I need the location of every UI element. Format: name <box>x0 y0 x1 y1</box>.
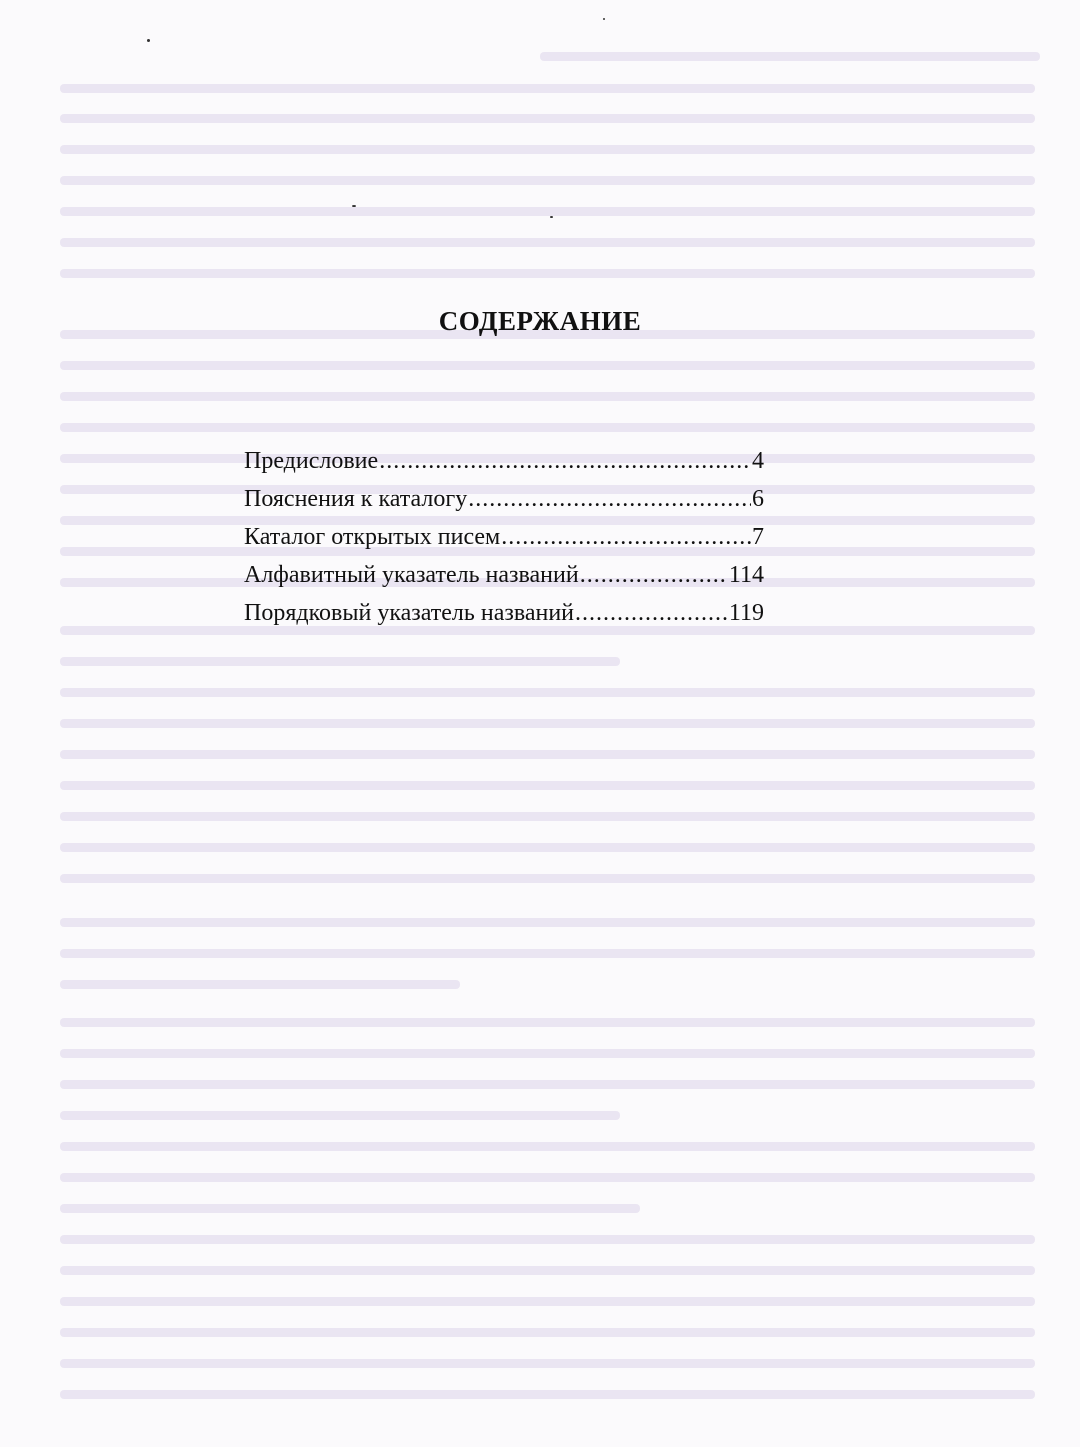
toc-entry-label: Алфавитный указатель названий <box>244 562 579 588</box>
page-title: СОДЕРЖАНИЕ <box>438 306 642 336</box>
toc-leader-dots <box>379 448 751 475</box>
toc-entry-label: Порядковый указатель названий <box>244 600 575 626</box>
toc-entry-preface <box>244 448 764 486</box>
toc-entry-page: 119 <box>728 600 764 626</box>
toc-leader-dots <box>468 486 751 513</box>
toc-leader-dots <box>575 600 728 627</box>
dust-speck <box>550 216 553 218</box>
toc-entry-label: Пояснения к каталогу <box>244 486 468 512</box>
toc-entry-catalog-notes <box>244 486 764 524</box>
dust-speck <box>147 39 150 42</box>
toc-entry-page: 6 <box>752 486 764 512</box>
table-of-contents <box>244 448 764 638</box>
toc-entry-page: 7 <box>752 524 764 550</box>
dust-speck <box>352 205 356 207</box>
toc-leader-dots <box>580 562 728 589</box>
toc-entry-label: Каталог открытых писем <box>244 524 501 550</box>
toc-entry-page: 4 <box>752 448 764 474</box>
toc-entry-sequential-index <box>244 600 764 638</box>
toc-entry-page: 114 <box>728 562 764 588</box>
toc-entry-label: Предисловие <box>244 448 379 474</box>
dust-speck <box>603 18 605 20</box>
toc-entry-alphabetical-index <box>244 562 764 600</box>
toc-leader-dots <box>501 524 751 551</box>
toc-entry-postcard-catalog <box>244 524 764 562</box>
